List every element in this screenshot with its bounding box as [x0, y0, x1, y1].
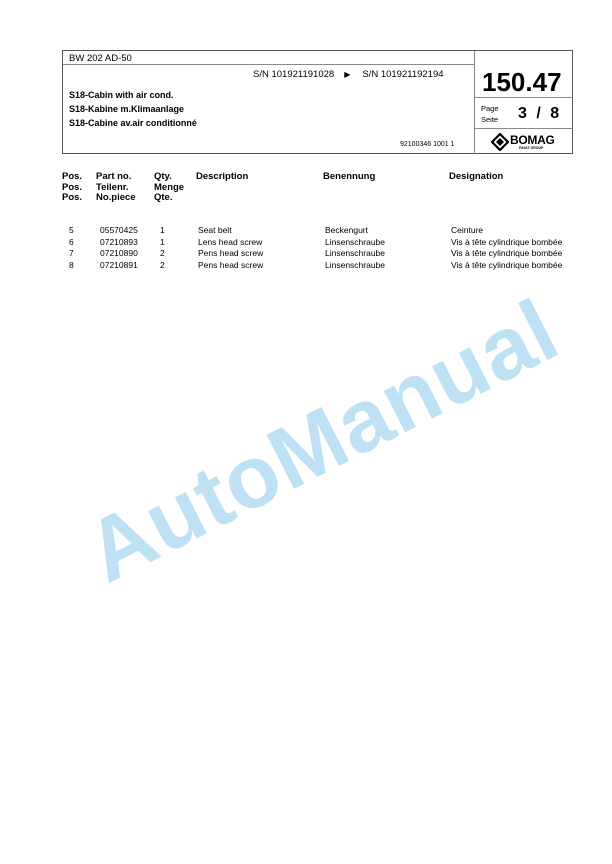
- header-box: [62, 50, 573, 154]
- cell-qty: 1: [160, 225, 165, 235]
- section-titles: [69, 88, 197, 130]
- cell-designation: Vis à tête cylindrique bombée: [451, 248, 563, 258]
- cell-description: Seat belt: [198, 225, 232, 235]
- title-english: S18-Cabin with air cond.: [69, 90, 174, 100]
- pos-label-de: Pos.: [62, 181, 83, 193]
- cell-qty: 1: [160, 236, 165, 247]
- model-name: BW 202 AD-50: [69, 53, 132, 64]
- part-label-fr: No.piece: [96, 192, 136, 204]
- header-vertical-divider: [474, 51, 475, 154]
- column-header-benennung: Benennung: [323, 171, 376, 182]
- cell-description: Lens head screw: [198, 236, 263, 247]
- page-label: Page: [481, 104, 499, 113]
- header-right-divider-low: [474, 128, 573, 129]
- pos-label-fr: Pos.: [62, 192, 83, 204]
- cell-pos: 6: [69, 236, 74, 247]
- header-divider: [63, 64, 474, 65]
- cell-part: 07210893: [100, 236, 138, 247]
- part-label-en: Part no.: [96, 171, 132, 182]
- table-row: [0, 260, 612, 272]
- cell-description: Pens head screw: [198, 259, 264, 270]
- cell-part: 05570425: [100, 225, 138, 235]
- qty-label-fr: Qte.: [154, 192, 173, 204]
- pos-label-en: Pos.: [62, 171, 83, 182]
- bomag-diamond-icon: [491, 133, 509, 151]
- section-number: 150.47: [482, 67, 562, 97]
- arrow-right-icon: ▶: [344, 70, 351, 79]
- page-indicator: [518, 105, 559, 123]
- column-header-description: Description: [196, 171, 249, 182]
- cell-qty: 2: [160, 259, 165, 270]
- cell-benennung: Linsenschraube: [325, 248, 386, 258]
- qty-label-en: Qty.: [154, 171, 172, 182]
- cell-pos: 8: [69, 259, 74, 270]
- qty-label-de: Menge: [154, 181, 185, 193]
- watermark: AutoManual: [70, 279, 574, 602]
- table-row: [0, 225, 612, 237]
- serial-from: S/N 101921191028: [253, 69, 335, 80]
- cell-pos: 7: [69, 248, 74, 258]
- part-label-de: Teilenr.: [96, 181, 129, 193]
- column-header-pos: [62, 172, 82, 204]
- cell-designation: Ceinture: [451, 225, 484, 235]
- parts-table: [0, 225, 612, 271]
- cell-benennung: Linsenschraube: [325, 259, 386, 270]
- cell-description: Pens head screw: [198, 248, 264, 258]
- cell-benennung: Beckengurt: [325, 225, 368, 235]
- logo-subtext: FAYAT GROUP: [519, 146, 544, 150]
- page-total: 8: [550, 105, 560, 122]
- title-french: S18-Cabine av.air conditionné: [69, 118, 197, 128]
- cell-qty: 2: [160, 248, 165, 258]
- logo-text: BOMAG: [510, 133, 555, 147]
- cell-designation: Vis à tête cylindrique bombée: [451, 259, 563, 270]
- page-labels: [481, 103, 499, 125]
- page-separator: /: [536, 105, 541, 122]
- cell-designation: Vis à tête cylindrique bombée: [451, 236, 563, 247]
- cell-part: 07210890: [100, 248, 138, 258]
- document-number: 92100346 1001 1: [400, 141, 455, 148]
- page-current: 3: [518, 105, 527, 122]
- column-header-designation: Designation: [449, 171, 504, 182]
- column-header-part: [96, 172, 136, 204]
- cell-benennung: Linsenschraube: [325, 236, 386, 247]
- table-row: [0, 248, 612, 260]
- seite-label: Seite: [481, 115, 499, 124]
- title-german: S18-Kabine m.Klimaanlage: [69, 104, 185, 114]
- serial-range: [253, 69, 444, 80]
- column-header-qty: [154, 172, 184, 204]
- serial-to: S/N 101921192194: [362, 69, 444, 80]
- cell-part: 07210891: [100, 259, 138, 270]
- bomag-logo: [491, 132, 571, 152]
- cell-pos: 5: [69, 225, 74, 235]
- table-row: [0, 237, 612, 249]
